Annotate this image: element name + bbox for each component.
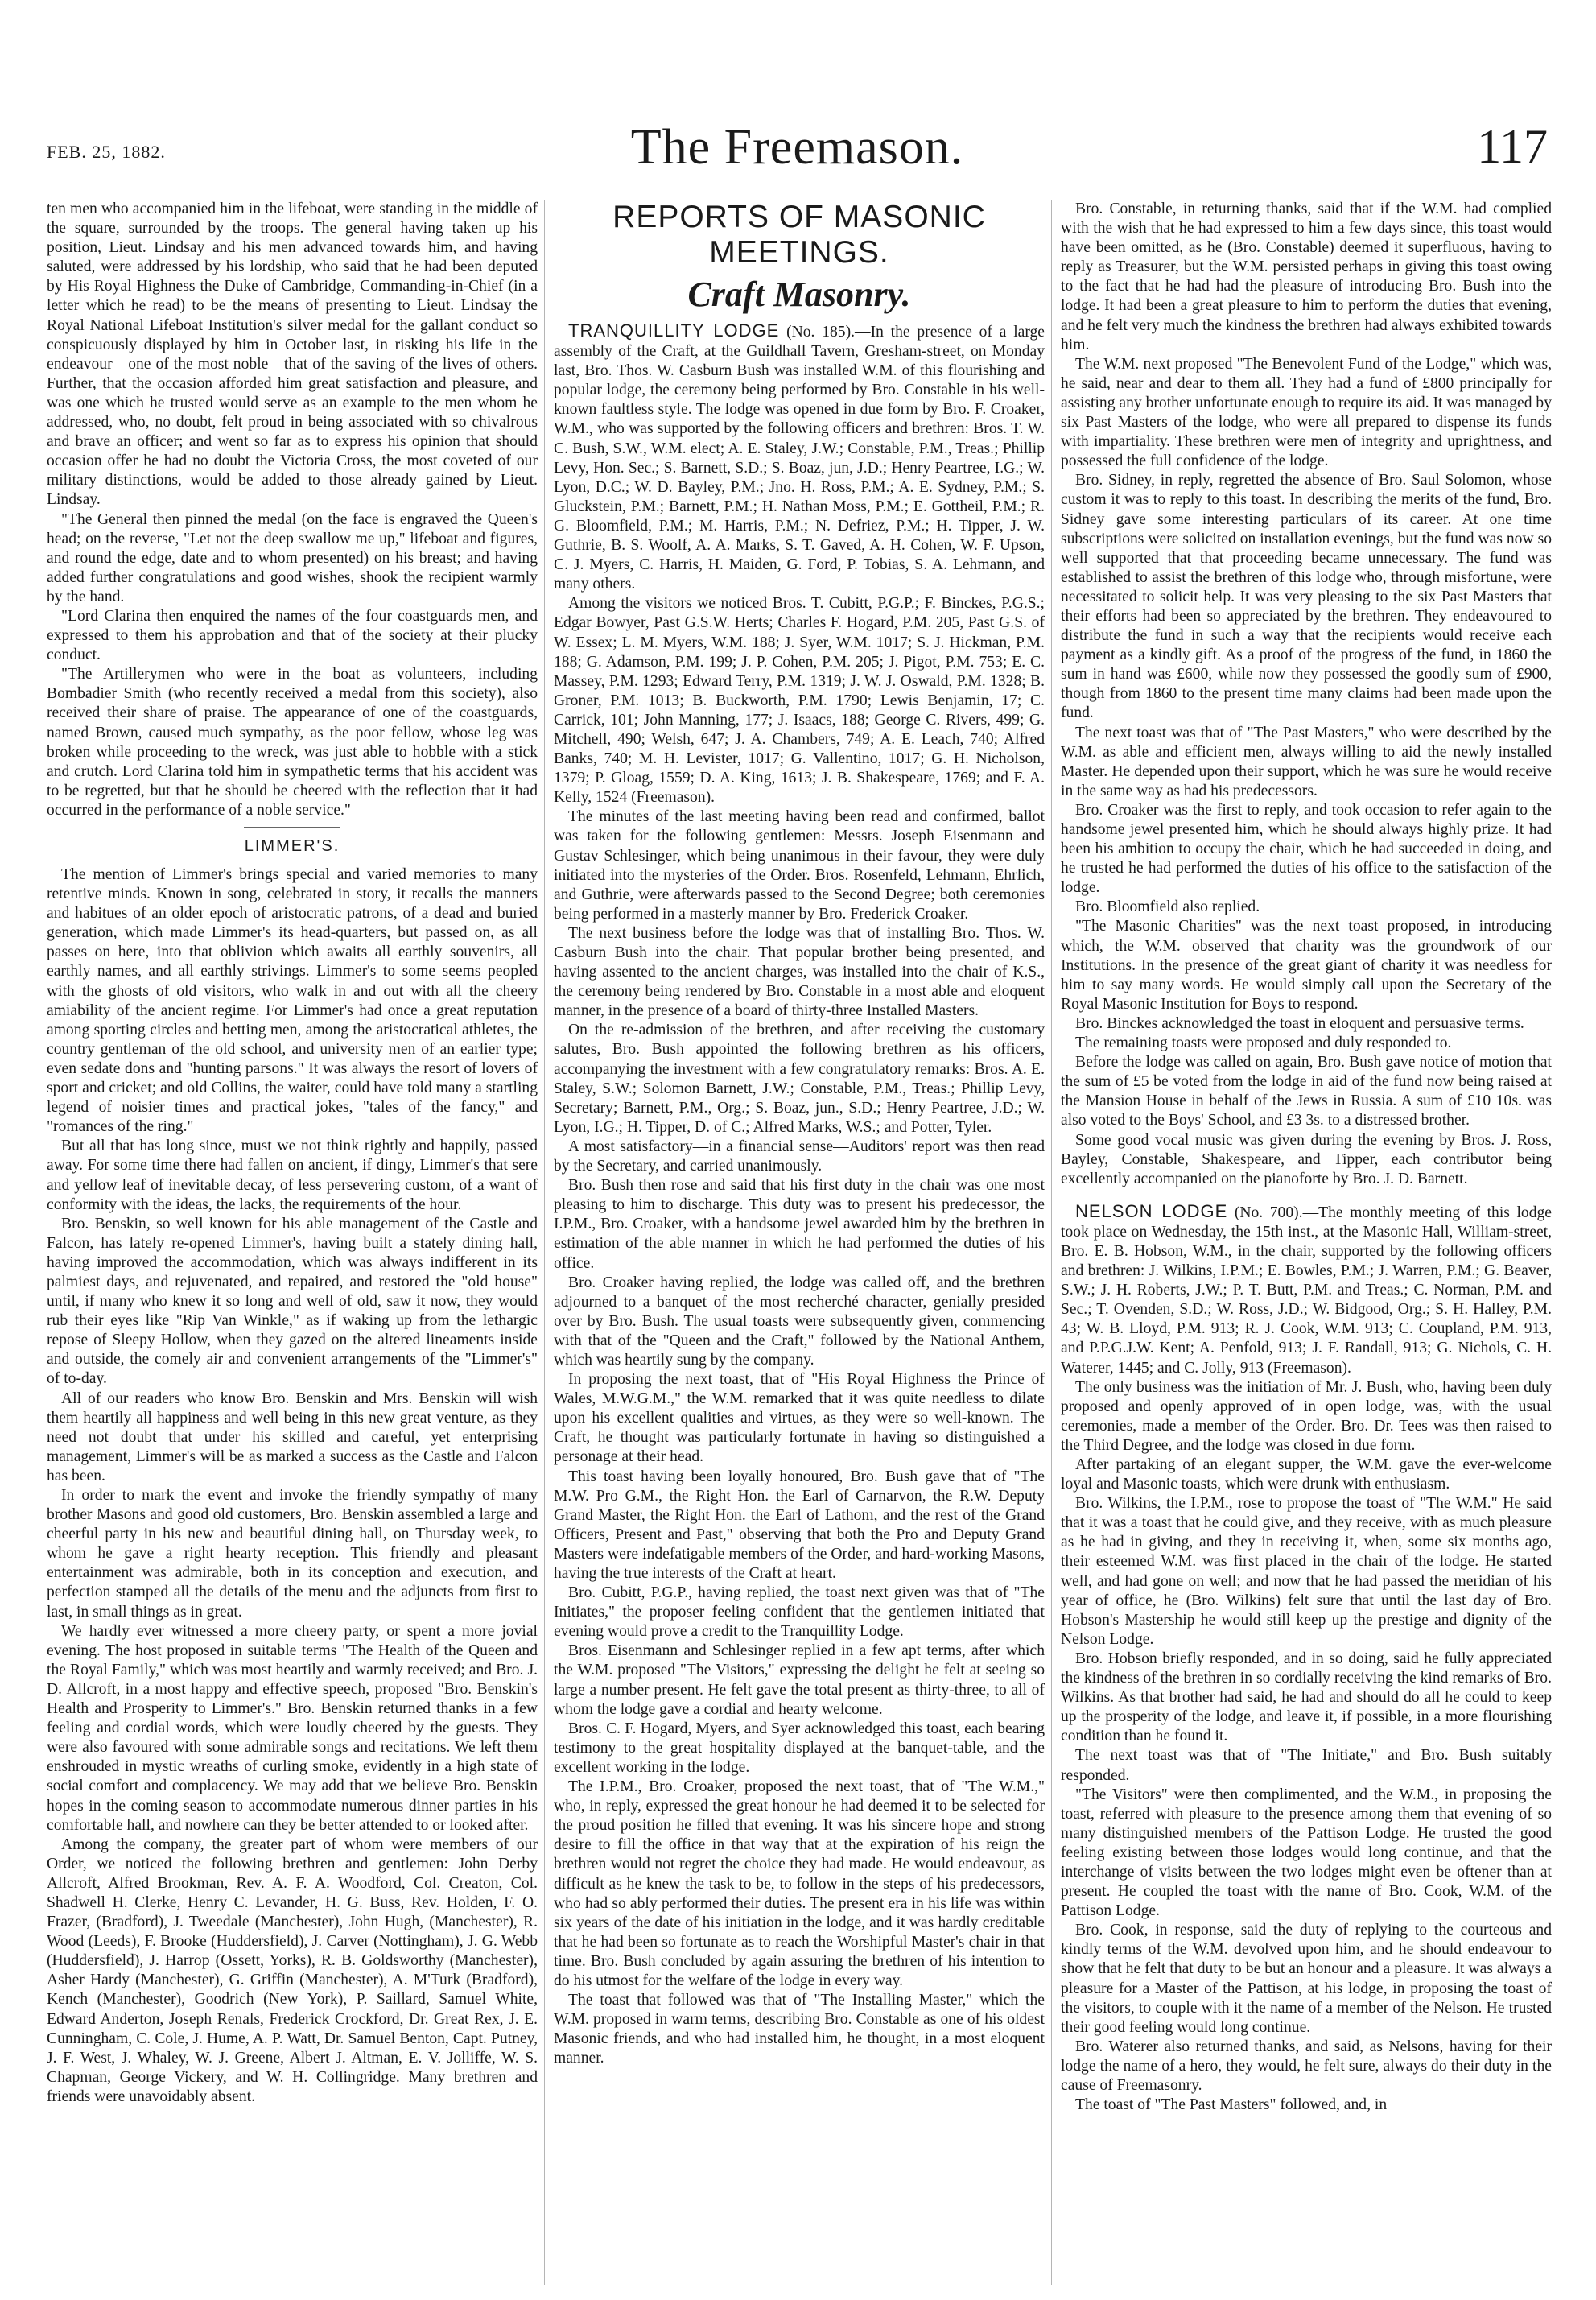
article-paragraph: Some good vocal music was given during the evening by Bros. J. Ross, Bayley, Constable, Shakespeare, and Tipper, each contributor being excellently accompanied on the pianoforte by Bro. J. D. Barnett. [1061,1131,1552,1187]
section-divider [244,827,340,828]
article-paragraph: Before the lodge was called on again, Bro. Bush gave notice of motion that the sum of £5 be voted from the lodge in aid of the fund now being raised at the Mansion House in behalf of the Jews in Russia. A sum of £10 10s. was also voted to the Boys' School, and £3 3s. to a distressed brother. [1061,1054,1552,1129]
column-2 [554,200,1045,2285]
article-paragraph: Bro. Benskin, so well known for his able management of the Castle and Falcon, has lately re-opened Limmer's, having built a stately dining hall, having improved the accommodation, which was always indifferent in its palmiest days, and rejuvenated, and repaired, and restored the "old house" until, if many who knew it so long and well of old, saw it now, they would rub their eyes like "Rip Van Winkle," as if waking up from the lethargic repose of Sleepy Hollow, when they gazed on the altered lineaments inside and outside, the comely air and convenient arrangements of the "Limmer's" of to-day. [47,1215,538,1388]
article-paragraph: The next toast was that of "The Past Masters," who were described by the W.M. as able and efficient men, always willing to aid the newly installed Master. He depended upon their support, which he was sure he would receive in the same way as had his predecessors. [1061,724,1552,799]
article-paragraph: The toast of "The Past Masters" followed, and, in [1075,2096,1388,2114]
publication-title: The Freemason. [630,120,964,175]
lodge-number: (No. 700). [1234,1204,1303,1221]
article-paragraph: The next toast was that of "The Initiate," and Bro. Bush suitably responded. [1061,1747,1552,1784]
limmers-heading: LIMMER'S. [244,837,340,855]
article-paragraph: The mention of Limmer's brings special and varied memories to many retentive minds. Known in song, celebrated in story, it recalls the manners and habitues of an older epoch of aristocratic patrons, of a dead and buried generation, which made Limmer's its head-quarters, but passed on, as all passes on here, into that oblivion which awaits all earthly souvenirs, all earthly names, and all earthly strivings. Limmer's to some seems peopled with the ghosts of old visitors, who walk in and out with all the cheery amiability of the ancient regime. For Limmer's had once a great reputation among sporting circles and betting men, among the aristocratical athletes, the country gentleman of the old school, and university men of an earlier type; even sedate dons and "hunting parsons." It was always the resort of lovers of sport and cricket; and old Collins, the waiter, could have told many a startling legend of noisier times and practical jokes, "tales of the fancy," and "romances of the ring." [47,866,538,1136]
article-paragraph: The remaining toasts were proposed and duly responded to. [1075,1034,1452,1052]
article-paragraph: This toast having been loyally honoured, Bro. Bush gave that of "The M.W. Pro G.M., the Right Hon. the Earl of Carnarvon, the R.W. Deputy Grand Master, the Right Hon. the Earl of Lathom, and the rest of the Grand Officers, Present and Past," observing that both the Pro and Deputy Grand Masters were indefatigable members of the Order, and hard-working Masons, having the true interests of the Craft at heart. [554,1468,1045,1582]
craft-masonry-heading: Craft Masonry. [687,275,911,314]
lodge-report-text: —The monthly meeting of this lodge took place on Wednesday, the 15th inst., at the Masonic Hall, William-street, Bro. E. B. Hobson, W.M., in the chair, supported by the following officers and brethren: J. Wilkins, I.P.M.; E. Bowles, P.M.; J. Warren, P.M.; G. Beaver, S.W.; J. H. Roberts, J.W.; P. T. Butt, P.M. and Treas.; C. Norman, P.M. and Sec.; T. Ovenden, S.D.; W. Ross, J.D.; W. Bidgood, Org.; S. H. Halley, P.M. 43; W. B. Lloyd, P.M. 913; R. J. Cook, W.M. 913; C. Coupland, P.M. 913, and P.P.G.J.W. Kent; A. Penfold, 913; J. F. Randall, 913; G. Nichols, C. H. Waterer, 1445; and C. Jolly, 913 (Freemason). [1061,1204,1552,1377]
article-paragraph: Among the company, the greater part of whom were members of our Order, we noticed the following brethren and gentlemen: John Derby Allcroft, Alfred Brookman, Rev. A. F. A. Woodford, Col. Creaton, Col. Shadwell H. Clerke, Henry C. Levander, H. G. Buss, Rev. Holden, F. O. Frazer, (Bradford), J. Tweedale (Manchester), John Hugh, (Manchester), R. Wood (Leeds), F. Brooke (Huddersfield), J. Carver (Nottingham), J. G. Webb (Huddersfield), J. Harrop (Ossett, Yorks), R. B. Goldsworthy (Manchester), Asher Hardy (Manchester), G. Griffin (Manchester), A. M'Turk (Bradford), Kench (Manchester), Goodrich (New York), P. Saillard, Samuel White, Edward Anderton, Joseph Renals, Frederick Crockford, Dr. Great Rex, J. E. Cunningham, C. Cole, J. Hume, A. P. Watt, Dr. Samuel Benton, Capt. Putney, J. F. West, J. Whaley, W. J. Greene, Albert J. Altman, E. V. Jolliffe, W. S. Chapman, George Vickery, and W. H. Collingridge. Many brethren and friends were unavoidably absent. [47,1835,538,2105]
article-paragraph: The W.M. next proposed "The Benevolent Fund of the Lodge," which was, he said, near and dear to them all. They had a fund of £800 principally for assisting any brother unfortunate enough to require its aid. It was managed by six Past Masters of the lodge, who were all prepared to dispense its funds with impartiality. These brethren were men of integrity and uprightness, and possessed the full confidence of the lodge. [1061,355,1552,470]
article-paragraph: Among the visitors we noticed Bros. T. Cubitt, P.G.P.; F. Binckes, P.G.S.; Edgar Bowyer, Past G.S.W. Herts; Charles F. Hogard, P.M. 205, Past G.S. of W. Essex; L. M. Myers, W.M. 188; J. Syer, W.M. 1017; S. J. Hickman, P.M. 188; G. Adamson, P.M. 199; J. P. Cohen, P.M. 205; J. Pigot, P.M. 753; E. C. Massey, P.M. 1293; Edward Terry, P.M. 1319; J. W. J. Oswald, P.M. 1328; B. Groner, P.M. 1013; B. Buckworth, P.M. 1790; Lewis Benjamin, 17; C. Carrick, 101; John Manning, 177; J. Isaacs, 188; George C. Rivers, 499; G. Mitchell, 490; Welsh, 647; J. A. Chambers, 749; A. E. Leach, 740; Alfred Banks, 740; M. H. Levister, 1017; G. Vallentino, 1017; G. H. Nicholson, 1379; P. Gloag, 1559; D. A. King, 1613; J. B. Shakespeare, 1769; and F. A. Kelly, 1524 (Freemason). [554,595,1045,807]
article-paragraph: Bro. Binckes acknowledged the toast in eloquent and persuasive terms. [1075,1014,1524,1032]
article-paragraph [1061,1202,1552,1378]
article-paragraph: Bro. Bush then rose and said that his first duty in the chair was one most pleasing to him to discharge. This duty was to present his predecessor, the I.P.M., Bro. Croaker, with a handsome jewel awarded him by the brethren in estimation of the able manner in which he had performed the duties of his office. [554,1177,1045,1272]
article-paragraph: Bro. Waterer also returned thanks, and said, as Nelsons, having for their lodge the name of a hero, they would, he felt sure, always do their duty in the cause of Freemasonry. [1061,2038,1552,2094]
article-paragraph: The next business before the lodge was that of installing Bro. Thos. W. Casburn Bush into the chair. That popular brother being presented, and having assented to the ancient charges, was installed into the chair of K.S., the ceremony being rendered by Bro. Constable in a most able and eloquent manner, in the presence of a board of thirty-three Installed Masters. [554,924,1045,1020]
column-divider [1051,200,1052,2285]
article-paragraph: Bros. C. F. Hogard, Myers, and Syer acknowledged this toast, each bearing testimony to the great hospitality displayed at the banquet-table, and the excellent working in the lodge. [554,1720,1045,1776]
article-paragraph: Bro. Hobson briefly responded, and in so doing, said he fully appreciated the kindness of the brethren in so cordially receiving the kind remarks of Bro. Wilkins. As that brother had said, he had and should do all he could to keep up the prosperity of the lodge, and leave it, if possible, in a more flourishing condition than he found it. [1061,1650,1552,1745]
issue-date: FEB. 25, 1882. [47,142,166,162]
lodge-report-text: —In the presence of a large assembly of the Craft, at the Guildhall Tavern, Gresham-street, on Monday last, Bro. Thos. W. Casburn Bush was installed W.M. of this flourishing and popular lodge, the ceremony being performed by Bro. Constable in his well-known faultless style. The lodge was opened in due form by Bro. F. Croaker, W.M., who was supported by the following officers and brethren: Bros. T. W. C. Bush, S.W., W.M. elect; A. E. Staley, J.W.; Constable, P.M., Treas.; Phillip Levy, Hon. Sec.; S. Barnett, S.D.; S. Boaz, jun, J.D.; Henry Peartree, I.G.; W. Lyon, D.C.; W. D. Bayley, P.M.; Jno. H. Ross, P.M.; A. E. Sydney, P.M.; S. Gluckstein, P.M.; Barnett, P.M.; H. Nathan Moss, P.M.; E. Gottheil, P.M.; R. G. Bloomfield, P.M.; M. Harris, P.M.; N. Defriez, P.M.; H. Tipper, J. W. Guthrie, B. S. Woolf, A. A. Marks, S. T. Gaved, A. H. Cohen, W. F. Upson, C. J. Myers, C. Harris, H. Maiden, G. Ford, P. Tobias, S. A. Lehmann, and many others. [554,324,1045,593]
spacer [1061,1189,1552,1202]
article-paragraph: But all that has long since, must we not think rightly and happily, passed away. For some time there had fallen on ancient, if dingy, Limmer's that sere and yellow leaf of inevitable decay, of less persevering custom, of a want of conformity with the ideas, the lacks, the requirements of the hour. [47,1138,538,1213]
page-number: 117 [1477,120,1548,173]
article-paragraph: Bro. Croaker having replied, the lodge was called off, and the brethren adjourned to a banquet of the most recherché character, genially presided over by Bro. Bush. The usual toasts were subsequently given, commencing with that of the "Queen and the Craft," followed by the National Anthem, which was heartily sung by the company. [554,1274,1045,1369]
article-paragraph: "The General then pinned the medal (on the face is engraved the Queen's head; on the reverse, "Let not the deep swallow me up," lifeboat and figures, and round the edge, date and to whom presented) on his breast; and having added further congratulations and good wishes, shook the recipient warmly by the hand. [47,510,538,605]
article-paragraph: All of our readers who know Bro. Benskin and Mrs. Benskin will wish them heartily all happiness and well being in this new great venture, as they need not doubt that under his skilled and careful, yet enterprising management, Limmer's will be as marked a success as the Castle and Falcon has been. [47,1389,538,1484]
article-paragraph: Bro. Croaker was the first to reply, and took occasion to refer again to the handsome jewel presented him, which he should always highly prize. It had been his ambition to occupy the chair, which he had succeeded in doing, and he trusted he had performed the duties of his office to the satisfaction of the lodge. [1061,801,1552,897]
article-paragraph: The I.P.M., Bro. Croaker, proposed the next toast, that of "The W.M.," who, in reply, expressed the great honour he had deemed it to be selected for the proud position he filled that evening. It was his sincere hope and strong desire to fill the office in that way that at the expiration of his reign the brethren would not regret the choice they had made. He would endeavour, as difficult as he knew the task to be, to follow in the steps of his predecessors, who had so ably performed their duties. The present era in his life was within six years of the date of his initiation in the lodge, and it was hardly creditable that he had been so fortunate as to reach the Worshipful Master's chair in that time. Bro. Bush concluded by again assuring the brethren of his intention to do his utmost for the welfare of the lodge in every way. [554,1778,1045,1989]
article-paragraph: "The Artillerymen who were in the boat as volunteers, including Bombadier Smith (who recently received a medal from this society), also received their share of praise. The appearance of one of the coastguards, named Brown, caused much sympathy, as the poor fellow, whose leg was broken while proceeding to the wreck, was just able to hobble with a stick and crutch. Lord Clarina told him in sympathetic terms that his accident was to be regretted, but that he should be cheered with the reflection that it had occurred in the performance of a noble service." [47,666,538,819]
article-paragraph: Bro. Wilkins, the I.P.M., rose to propose the toast of "The W.M." He said that it was a toast that he could give, and they receive, with as much pleasure as he had in giving, and they in receiving it, when, some six months ago, their esteemed W.M. was first placed in the chair of the lodge. He started well, and had gone on well; and now that he had passed the meridian of his year of office, he (Bro. Wilkins) felt sure that until the last day of Bro. Hobson's Mastership he would still keep up the prestige and dignity of the Nelson Lodge. [1061,1495,1552,1648]
column-divider [544,200,545,2285]
lodge-name: NELSON LODGE [1075,1200,1228,1221]
article-paragraph: In proposing the next toast, that of "His Royal Highness the Prince of Wales, M.W.G.M.," the W.M. remarked that it was quite needless to dilate upon his excellent qualities and virtues, as they were so well-known. The Craft, he thought was particularly fortunate in having so distinguished a personage at their head. [554,1371,1045,1466]
article-paragraph: ten men who accompanied him in the lifeboat, were standing in the middle of the square, surrounded by the troops. The general having taken up his position, Lieut. Lindsay and his men advanced towards him, and having saluted, were addressed by his lordship, who said that he had been deputed by His Royal Highness the Duke of Cambridge, Commanding-in-Chief (in a letter which he read) to be the means of presenting to Lieut. Lindsay the Royal National Lifeboat Institution's silver medal for the gallant conduct so conspicuously displayed by him in October last, in risking his life in the endeavour—one of the most noble—that of the saving of the lives of others. Further, that the occasion afforded him great satisfaction and pleasure, and was one which he trusted would serve as an example to the men whom he addressed, who, no doubt, felt proud in being associated with so chivalrous and brave an officer; and went so far as to express his opinion that should occasion offer he had no doubt the Victoria Cross, the most coveted of our military distinctions, would be added to those already gained by Lieut. Lindsay. [47,200,538,509]
article-paragraph: "The Visitors" were then complimented, and the W.M., in proposing the toast, referred with pleasure to the presence among them that evening of so many distinguished members of the Pattison Lodge. He trusted the good feeling existing between those lodges would long continue, and that the interchange of visits between the two lodges might even be oftener than at present. He coupled the toast with the name of Bro. Cook, W.M. of the Pattison Lodge. [1061,1786,1552,1920]
article-paragraph: On the re-admission of the brethren, and after receiving the customary salutes, Bro. Bush appointed the following brethren as his officers, accompanying the investment with a few congratulatory remarks: Bros. A. E. Staley, S.W.; Solomon Barnett, J.W.; Constable, P.M., Treas.; Phillip Levy, Secretary; Barnett, P.M., Org.; S. Boaz, jun., S.D.; Henry Peartree, J.D.; W. Lyon, I.G.; H. Tipper, D. of C.; Alfred Marks, W.S.; and Potter, Tyler. [554,1022,1045,1136]
masthead [47,119,1548,184]
article-paragraph: Bro. Cubitt, P.G.P., having replied, the toast next given was that of "The Initiates," the proposer feeling confident that the gentlemen initiated that evening would prove a credit to the Tranquillity Lodge. [554,1584,1045,1641]
article-paragraph [554,321,1045,594]
article-paragraph: The toast that followed was that of "The Installing Master," which the W.M. proposed in warm terms, describing Bro. Constable as one of his oldest Masonic friends, and who had installed him, he thought, in a most eloquent manner. [554,1992,1045,2067]
article-paragraph: Bro. Sidney, in reply, regretted the absence of Bro. Saul Solomon, whose custom it was to reply to this toast. In describing the merits of the fund, Bro. Sidney gave some interesting particulars of its career. At one time subscriptions were solicited on installation evenings, but the fund was now so well supported that that proceeding became unnecessary. The fund was established to assist the brethren of this lodge who, through misfortune, were necessitated to solicit help. It was very pleasing to the six Past Masters that their efforts had been so appreciated by the brethren. They endeavoured to distribute the fund in such a way that the recipients would receive each payment as a kindly gift. As a proof of the progress of the fund, in 1860 the sum in hand was £600, while now they possessed the goodly sum of £900, though from 1860 to the present time many claims had been made upon the fund. [1061,472,1552,722]
article-paragraph: Bro. Constable, in returning thanks, said that if the W.M. had complied with the wish that he had expressed to him a few days since, this toast would have been omitted, as he (Bro. Constable) deemed it superfluous, having to reply as Treasurer, but the W.M. persisted perhaps in giving this toast owing to the fact that he had had the pleasure of introducing Bro. Bush into the lodge. It had been a great pleasure to him to perform the duties that evening, and he felt very much the kindness the brethren had always exhibited towards him. [1061,200,1552,353]
article-paragraph: A most satisfactory—in a financial sense—Auditors' report was then read by the Secretary, and carried unanimously. [554,1138,1045,1175]
lodge-name: TRANQUILLITY LODGE [568,320,780,341]
article-paragraph: We hardly ever witnessed a more cheery party, or spent a more jovial evening. The host proposed in suitable terms "The Health of the Queen and the Royal Family," which was most heartily and warmly received; and Bro. J. D. Allcroft, in a most happy and effective speech, proposed "Bro. Benskin's Health and Prosperity to Limmer's." Bro. Benskin returned thanks in a few feeling and cordial words, which were loudly cheered by the guests. They were also favoured with some admirable songs and recitations. We left them enshrouded in mystic wreaths of curling smoke, evidently in a high state of social comfort and complacency. We may add that we believe Bro. Benskin hopes in the coming season to accommodate numerous dinner parties in his comfortable hall, and nowhere can they be better attended to or looked after. [47,1622,538,1834]
article-paragraph: Bros. Eisenmann and Schlesinger replied in a few apt terms, after which the W.M. proposed "The Visitors," expressing the delight he felt at seeing so large a number present. He felt gave the total present as thirty-three, to all of whom the lodge gave a cordial and hearty welcome. [554,1642,1045,1718]
article-paragraph: Bro. Bloomfield also replied. [1075,898,1260,916]
article-paragraph: The minutes of the last meeting having been read and confirmed, ballot was taken for the following gentlemen: Messrs. Joseph Eisenmann and Gustav Schlesinger, which being unanimous in their favour, they were duly initiated into the mysteries of the Order. Bros. Rosenfeld, Lehmann, Ehrlich, and Guthrie, were afterwards passed to the Second Degree; both ceremonies being performed in a masterly manner by Bro. Frederick Croaker. [554,808,1045,923]
column-1 [47,200,538,2285]
article-paragraph: "The Masonic Charities" was the next toast proposed, in introducing which, the W.M. observed that charity was the groundwork of our Institutions. In the presence of the great giant of charity it was needless for him to say many words. He would simply call upon the Secretary of the Royal Masonic Institution for Boys to respond. [1061,918,1552,1013]
article-paragraph: After partaking of an elegant supper, the W.M. gave the ever-welcome loyal and Masonic toasts, which were drunk with enthusiasm. [1061,1456,1552,1493]
article-paragraph: Bro. Cook, in response, said the duty of replying to the courteous and kindly terms of the W.M. devolved upon him, and he should endeavour to show that he felt that duty to be but an honour and a pleasure. It was always a pleasure for a Master of the Pattison, at his lodge, in proposing the toast of the visitors, to couple with it the name of a member of the Nelson. He trusted their good feeling would long continue. [1061,1922,1552,2036]
article-paragraph: In order to mark the event and invoke the friendly sympathy of many brother Masons and good old customers, Bro. Benskin assembled a large and cheerful party in his new and beautiful dining hall, on Thursday week, to whom he gave a right hearty reception. This friendly and pleasant entertainment was admirable, both in its conception and execution, and perfection stamped all the details of the menu and the adjuncts from first to last, in small things as in great. [47,1487,538,1621]
article-paragraph: The only business was the initiation of Mr. J. Bush, who, having been duly proposed and openly approved of in open lodge, was, with the usual ceremonies, made a member of the Order. Bro. Dr. Tees was then raised to the Third Degree, and the lodge was closed in due form. [1061,1378,1552,1454]
article-paragraph: "Lord Clarina then enquired the names of the four coastguards men, and expressed to them his approbation and that of the society at their plucky conduct. [47,607,538,664]
lodge-number: (No. 185). [786,324,856,341]
reports-heading: REPORTS OF MASONIC MEETINGS. [612,200,986,270]
column-3 [1061,200,1552,2285]
